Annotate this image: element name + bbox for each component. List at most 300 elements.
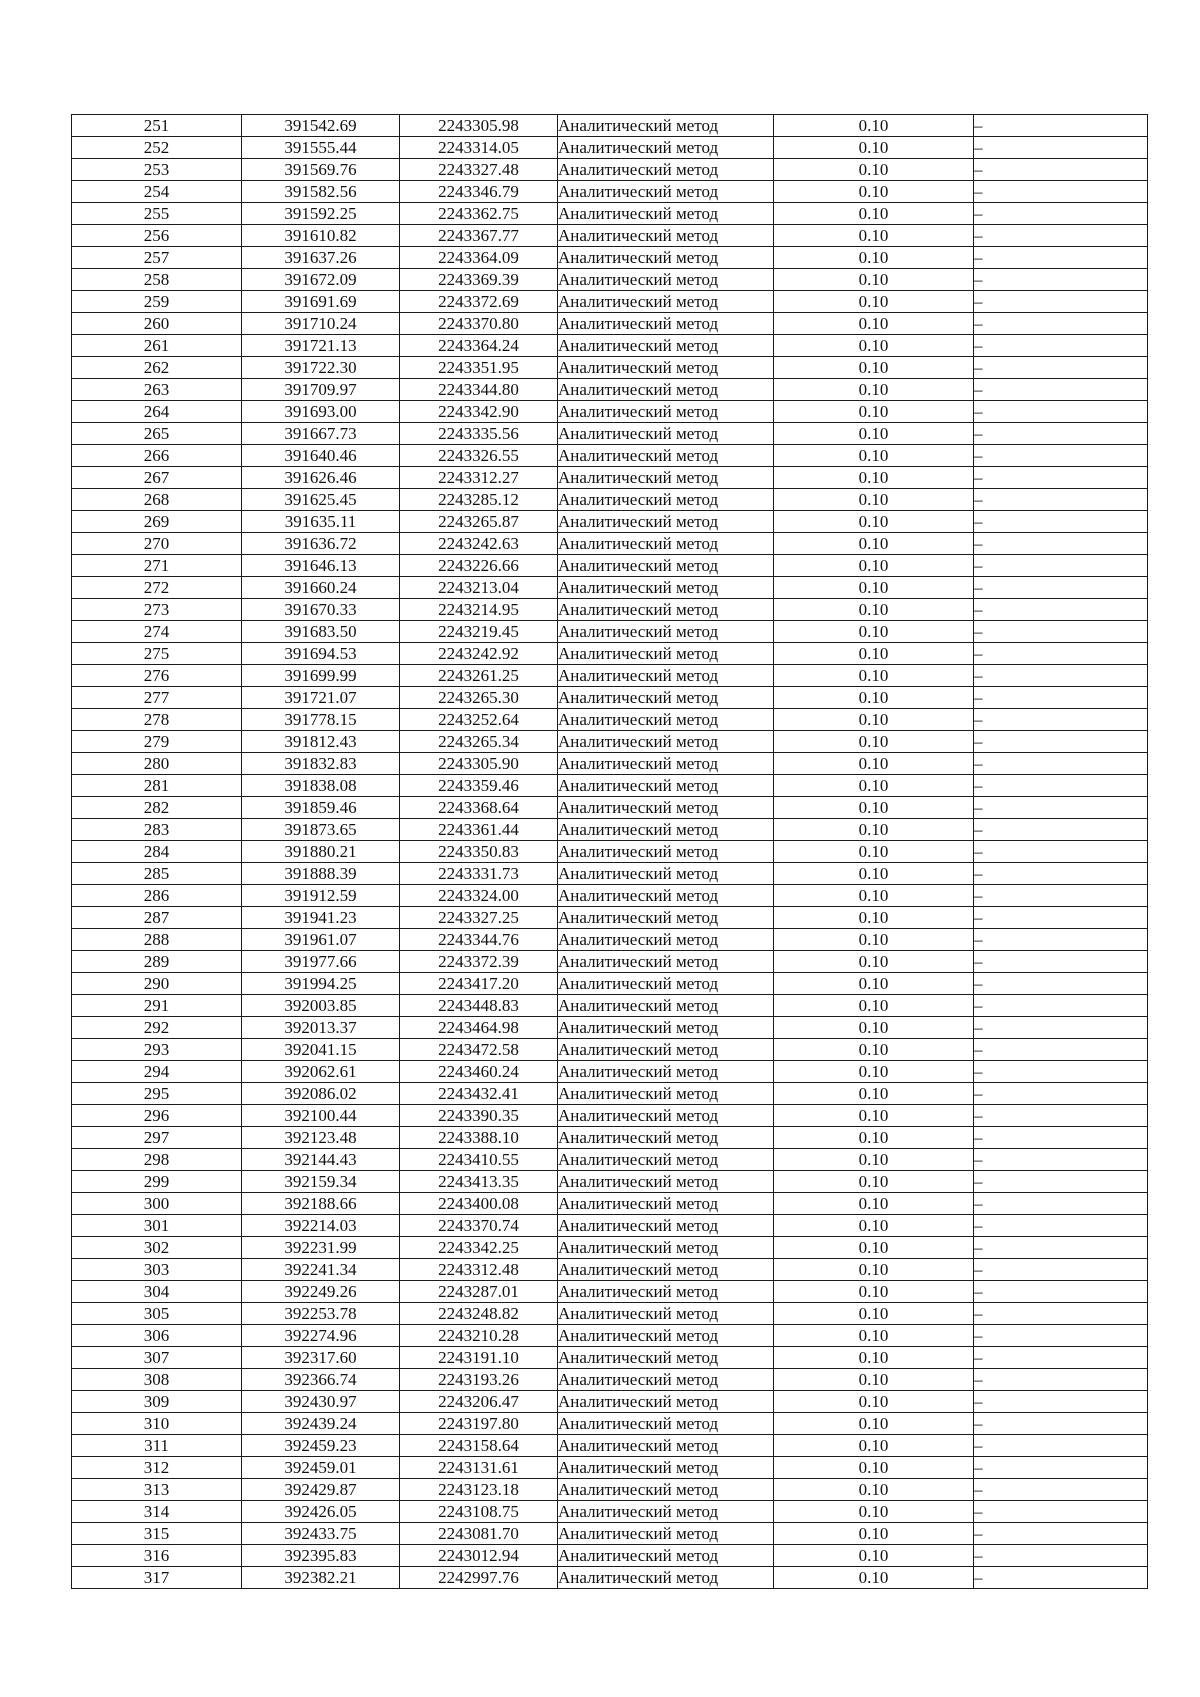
x-coordinate-cell: 391880.21 (242, 841, 400, 863)
note-cell: – (974, 445, 1148, 467)
x-coordinate-cell: 391555.44 (242, 137, 400, 159)
point-number-cell: 317 (72, 1567, 242, 1589)
y-coordinate-cell: 2243335.56 (400, 423, 558, 445)
y-coordinate-cell: 2243327.48 (400, 159, 558, 181)
point-number-cell: 259 (72, 291, 242, 313)
table-row (72, 951, 1148, 973)
y-coordinate-cell: 2243432.41 (400, 1083, 558, 1105)
y-coordinate-cell: 2243305.90 (400, 753, 558, 775)
accuracy-cell: 0.10 (774, 841, 974, 863)
note-cell: – (974, 1215, 1148, 1237)
y-coordinate-cell: 2243219.45 (400, 621, 558, 643)
x-coordinate-cell: 391626.46 (242, 467, 400, 489)
accuracy-cell: 0.10 (774, 1017, 974, 1039)
table-row (72, 137, 1148, 159)
x-coordinate-cell: 391838.08 (242, 775, 400, 797)
accuracy-cell: 0.10 (774, 1325, 974, 1347)
table-row (72, 445, 1148, 467)
note-cell: – (974, 841, 1148, 863)
point-number-cell: 302 (72, 1237, 242, 1259)
point-number-cell: 290 (72, 973, 242, 995)
note-cell: – (974, 1303, 1148, 1325)
x-coordinate-cell: 392188.66 (242, 1193, 400, 1215)
x-coordinate-cell: 392123.48 (242, 1127, 400, 1149)
method-cell: Аналитический метод (558, 1435, 774, 1457)
note-cell: – (974, 995, 1148, 1017)
accuracy-cell: 0.10 (774, 1501, 974, 1523)
y-coordinate-cell: 2243012.94 (400, 1545, 558, 1567)
y-coordinate-cell: 2243448.83 (400, 995, 558, 1017)
point-number-cell: 265 (72, 423, 242, 445)
table-row (72, 753, 1148, 775)
method-cell: Аналитический метод (558, 379, 774, 401)
table-row (72, 313, 1148, 335)
table-row (72, 489, 1148, 511)
point-number-cell: 272 (72, 577, 242, 599)
method-cell: Аналитический метод (558, 137, 774, 159)
point-number-cell: 308 (72, 1369, 242, 1391)
point-number-cell: 253 (72, 159, 242, 181)
x-coordinate-cell: 392241.34 (242, 1259, 400, 1281)
x-coordinate-cell: 392459.01 (242, 1457, 400, 1479)
note-cell: – (974, 357, 1148, 379)
method-cell: Аналитический метод (558, 115, 774, 137)
note-cell: – (974, 1105, 1148, 1127)
method-cell: Аналитический метод (558, 819, 774, 841)
y-coordinate-cell: 2243213.04 (400, 577, 558, 599)
point-number-cell: 254 (72, 181, 242, 203)
table-row (72, 401, 1148, 423)
table-row (72, 247, 1148, 269)
y-coordinate-cell: 2243265.30 (400, 687, 558, 709)
method-cell: Аналитический метод (558, 973, 774, 995)
note-cell: – (974, 709, 1148, 731)
table-row (72, 291, 1148, 313)
x-coordinate-cell: 391961.07 (242, 929, 400, 951)
x-coordinate-cell: 391710.24 (242, 313, 400, 335)
table-row (72, 1435, 1148, 1457)
table-row (72, 225, 1148, 247)
y-coordinate-cell: 2243265.34 (400, 731, 558, 753)
x-coordinate-cell: 392317.60 (242, 1347, 400, 1369)
y-coordinate-cell: 2243388.10 (400, 1127, 558, 1149)
method-cell: Аналитический метод (558, 995, 774, 1017)
accuracy-cell: 0.10 (774, 929, 974, 951)
note-cell: – (974, 1237, 1148, 1259)
x-coordinate-cell: 391683.50 (242, 621, 400, 643)
accuracy-cell: 0.10 (774, 1567, 974, 1589)
point-number-cell: 267 (72, 467, 242, 489)
point-number-cell: 281 (72, 775, 242, 797)
table-row (72, 885, 1148, 907)
x-coordinate-cell: 392366.74 (242, 1369, 400, 1391)
method-cell: Аналитический метод (558, 841, 774, 863)
note-cell: – (974, 1127, 1148, 1149)
x-coordinate-cell: 392274.96 (242, 1325, 400, 1347)
y-coordinate-cell: 2243265.87 (400, 511, 558, 533)
note-cell: – (974, 599, 1148, 621)
method-cell: Аналитический метод (558, 1193, 774, 1215)
note-cell: – (974, 1061, 1148, 1083)
accuracy-cell: 0.10 (774, 247, 974, 269)
point-number-cell: 304 (72, 1281, 242, 1303)
y-coordinate-cell: 2243331.73 (400, 863, 558, 885)
method-cell: Аналитический метод (558, 1237, 774, 1259)
accuracy-cell: 0.10 (774, 753, 974, 775)
accuracy-cell: 0.10 (774, 357, 974, 379)
note-cell: – (974, 511, 1148, 533)
accuracy-cell: 0.10 (774, 1215, 974, 1237)
x-coordinate-cell: 391569.76 (242, 159, 400, 181)
method-cell: Аналитический метод (558, 1039, 774, 1061)
method-cell: Аналитический метод (558, 687, 774, 709)
y-coordinate-cell: 2243344.80 (400, 379, 558, 401)
accuracy-cell: 0.10 (774, 951, 974, 973)
table-row (72, 1457, 1148, 1479)
accuracy-cell: 0.10 (774, 313, 974, 335)
note-cell: – (974, 1281, 1148, 1303)
point-number-cell: 261 (72, 335, 242, 357)
note-cell: – (974, 577, 1148, 599)
point-number-cell: 289 (72, 951, 242, 973)
table-row (72, 335, 1148, 357)
accuracy-cell: 0.10 (774, 1039, 974, 1061)
accuracy-cell: 0.10 (774, 863, 974, 885)
x-coordinate-cell: 391873.65 (242, 819, 400, 841)
point-number-cell: 269 (72, 511, 242, 533)
y-coordinate-cell: 2243342.90 (400, 401, 558, 423)
method-cell: Аналитический метод (558, 1391, 774, 1413)
method-cell: Аналитический метод (558, 269, 774, 291)
table-row (72, 1281, 1148, 1303)
x-coordinate-cell: 391670.33 (242, 599, 400, 621)
accuracy-cell: 0.10 (774, 1171, 974, 1193)
note-cell: – (974, 819, 1148, 841)
table-row (72, 687, 1148, 709)
table-row (72, 621, 1148, 643)
point-number-cell: 305 (72, 1303, 242, 1325)
accuracy-cell: 0.10 (774, 489, 974, 511)
y-coordinate-cell: 2243370.80 (400, 313, 558, 335)
x-coordinate-cell: 391646.13 (242, 555, 400, 577)
method-cell: Аналитический метод (558, 225, 774, 247)
note-cell: – (974, 1545, 1148, 1567)
y-coordinate-cell: 2243472.58 (400, 1039, 558, 1061)
point-number-cell: 282 (72, 797, 242, 819)
note-cell: – (974, 797, 1148, 819)
x-coordinate-cell: 392144.43 (242, 1149, 400, 1171)
accuracy-cell: 0.10 (774, 1281, 974, 1303)
accuracy-cell: 0.10 (774, 731, 974, 753)
accuracy-cell: 0.10 (774, 423, 974, 445)
table-row (72, 357, 1148, 379)
y-coordinate-cell: 2243390.35 (400, 1105, 558, 1127)
x-coordinate-cell: 391693.00 (242, 401, 400, 423)
point-number-cell: 300 (72, 1193, 242, 1215)
point-number-cell: 286 (72, 885, 242, 907)
table-row (72, 907, 1148, 929)
method-cell: Аналитический метод (558, 1325, 774, 1347)
method-cell: Аналитический метод (558, 1127, 774, 1149)
y-coordinate-cell: 2242997.76 (400, 1567, 558, 1589)
note-cell: – (974, 1083, 1148, 1105)
table-row (72, 1127, 1148, 1149)
note-cell: – (974, 181, 1148, 203)
note-cell: – (974, 313, 1148, 335)
table-row (72, 1017, 1148, 1039)
accuracy-cell: 0.10 (774, 115, 974, 137)
table-row (72, 665, 1148, 687)
y-coordinate-cell: 2243342.25 (400, 1237, 558, 1259)
point-number-cell: 292 (72, 1017, 242, 1039)
note-cell: – (974, 291, 1148, 313)
table-row (72, 797, 1148, 819)
x-coordinate-cell: 391709.97 (242, 379, 400, 401)
y-coordinate-cell: 2243242.92 (400, 643, 558, 665)
point-number-cell: 287 (72, 907, 242, 929)
point-number-cell: 251 (72, 115, 242, 137)
accuracy-cell: 0.10 (774, 1149, 974, 1171)
y-coordinate-cell: 2243410.55 (400, 1149, 558, 1171)
accuracy-cell: 0.10 (774, 1413, 974, 1435)
note-cell: – (974, 687, 1148, 709)
table-row (72, 1061, 1148, 1083)
y-coordinate-cell: 2243285.12 (400, 489, 558, 511)
accuracy-cell: 0.10 (774, 1457, 974, 1479)
accuracy-cell: 0.10 (774, 819, 974, 841)
table-row (72, 1105, 1148, 1127)
note-cell: – (974, 863, 1148, 885)
x-coordinate-cell: 391977.66 (242, 951, 400, 973)
y-coordinate-cell: 2243400.08 (400, 1193, 558, 1215)
point-number-cell: 283 (72, 819, 242, 841)
method-cell: Аналитический метод (558, 797, 774, 819)
accuracy-cell: 0.10 (774, 467, 974, 489)
x-coordinate-cell: 392430.97 (242, 1391, 400, 1413)
x-coordinate-cell: 392100.44 (242, 1105, 400, 1127)
y-coordinate-cell: 2243158.64 (400, 1435, 558, 1457)
x-coordinate-cell: 392459.23 (242, 1435, 400, 1457)
note-cell: – (974, 1325, 1148, 1347)
coordinates-table (71, 114, 1148, 1589)
table-row (72, 1413, 1148, 1435)
accuracy-cell: 0.10 (774, 1347, 974, 1369)
x-coordinate-cell: 391625.45 (242, 489, 400, 511)
table-row (72, 1083, 1148, 1105)
note-cell: – (974, 401, 1148, 423)
point-number-cell: 274 (72, 621, 242, 643)
table-row (72, 1193, 1148, 1215)
x-coordinate-cell: 391721.13 (242, 335, 400, 357)
table-row (72, 1501, 1148, 1523)
note-cell: – (974, 423, 1148, 445)
note-cell: – (974, 467, 1148, 489)
note-cell: – (974, 203, 1148, 225)
point-number-cell: 258 (72, 269, 242, 291)
point-number-cell: 288 (72, 929, 242, 951)
accuracy-cell: 0.10 (774, 401, 974, 423)
point-number-cell: 270 (72, 533, 242, 555)
x-coordinate-cell: 391832.83 (242, 753, 400, 775)
y-coordinate-cell: 2243460.24 (400, 1061, 558, 1083)
y-coordinate-cell: 2243214.95 (400, 599, 558, 621)
y-coordinate-cell: 2243372.69 (400, 291, 558, 313)
accuracy-cell: 0.10 (774, 511, 974, 533)
point-number-cell: 310 (72, 1413, 242, 1435)
y-coordinate-cell: 2243206.47 (400, 1391, 558, 1413)
method-cell: Аналитический метод (558, 599, 774, 621)
point-number-cell: 280 (72, 753, 242, 775)
y-coordinate-cell: 2243131.61 (400, 1457, 558, 1479)
table-row (72, 929, 1148, 951)
y-coordinate-cell: 2243372.39 (400, 951, 558, 973)
point-number-cell: 279 (72, 731, 242, 753)
table-row (72, 599, 1148, 621)
x-coordinate-cell: 392429.87 (242, 1479, 400, 1501)
accuracy-cell: 0.10 (774, 1193, 974, 1215)
x-coordinate-cell: 392395.83 (242, 1545, 400, 1567)
table-row (72, 159, 1148, 181)
method-cell: Аналитический метод (558, 1479, 774, 1501)
note-cell: – (974, 1413, 1148, 1435)
accuracy-cell: 0.10 (774, 1105, 974, 1127)
note-cell: – (974, 973, 1148, 995)
method-cell: Аналитический метод (558, 1017, 774, 1039)
y-coordinate-cell: 2243364.09 (400, 247, 558, 269)
note-cell: – (974, 1039, 1148, 1061)
table-row (72, 731, 1148, 753)
y-coordinate-cell: 2243344.76 (400, 929, 558, 951)
method-cell: Аналитический метод (558, 1281, 774, 1303)
method-cell: Аналитический метод (558, 665, 774, 687)
method-cell: Аналитический метод (558, 775, 774, 797)
note-cell: – (974, 731, 1148, 753)
accuracy-cell: 0.10 (774, 555, 974, 577)
method-cell: Аналитический метод (558, 1259, 774, 1281)
accuracy-cell: 0.10 (774, 1083, 974, 1105)
table-row (72, 1479, 1148, 1501)
x-coordinate-cell: 392382.21 (242, 1567, 400, 1589)
accuracy-cell: 0.10 (774, 1061, 974, 1083)
point-number-cell: 296 (72, 1105, 242, 1127)
x-coordinate-cell: 392013.37 (242, 1017, 400, 1039)
method-cell: Аналитический метод (558, 401, 774, 423)
point-number-cell: 255 (72, 203, 242, 225)
accuracy-cell: 0.10 (774, 599, 974, 621)
x-coordinate-cell: 392086.02 (242, 1083, 400, 1105)
table-row (72, 819, 1148, 841)
x-coordinate-cell: 391994.25 (242, 973, 400, 995)
method-cell: Аналитический метод (558, 621, 774, 643)
table-row (72, 775, 1148, 797)
table-row (72, 1567, 1148, 1589)
note-cell: – (974, 269, 1148, 291)
note-cell: – (974, 643, 1148, 665)
y-coordinate-cell: 2243362.75 (400, 203, 558, 225)
point-number-cell: 277 (72, 687, 242, 709)
y-coordinate-cell: 2243417.20 (400, 973, 558, 995)
note-cell: – (974, 753, 1148, 775)
table-row (72, 1149, 1148, 1171)
y-coordinate-cell: 2243364.24 (400, 335, 558, 357)
point-number-cell: 307 (72, 1347, 242, 1369)
table-row (72, 533, 1148, 555)
method-cell: Аналитический метод (558, 731, 774, 753)
note-cell: – (974, 775, 1148, 797)
table-row (72, 555, 1148, 577)
table-row (72, 379, 1148, 401)
accuracy-cell: 0.10 (774, 775, 974, 797)
table-row (72, 643, 1148, 665)
point-number-cell: 315 (72, 1523, 242, 1545)
point-number-cell: 309 (72, 1391, 242, 1413)
note-cell: – (974, 489, 1148, 511)
method-cell: Аналитический метод (558, 1567, 774, 1589)
x-coordinate-cell: 391667.73 (242, 423, 400, 445)
x-coordinate-cell: 391635.11 (242, 511, 400, 533)
point-number-cell: 273 (72, 599, 242, 621)
note-cell: – (974, 555, 1148, 577)
accuracy-cell: 0.10 (774, 643, 974, 665)
y-coordinate-cell: 2243193.26 (400, 1369, 558, 1391)
method-cell: Аналитический метод (558, 1215, 774, 1237)
table-row (72, 1039, 1148, 1061)
accuracy-cell: 0.10 (774, 1369, 974, 1391)
note-cell: – (974, 115, 1148, 137)
method-cell: Аналитический метод (558, 1083, 774, 1105)
x-coordinate-cell: 392433.75 (242, 1523, 400, 1545)
x-coordinate-cell: 391859.46 (242, 797, 400, 819)
table-row (72, 1523, 1148, 1545)
x-coordinate-cell: 392003.85 (242, 995, 400, 1017)
y-coordinate-cell: 2243081.70 (400, 1523, 558, 1545)
note-cell: – (974, 533, 1148, 555)
accuracy-cell: 0.10 (774, 181, 974, 203)
accuracy-cell: 0.10 (774, 159, 974, 181)
y-coordinate-cell: 2243361.44 (400, 819, 558, 841)
y-coordinate-cell: 2243312.27 (400, 467, 558, 489)
point-number-cell: 266 (72, 445, 242, 467)
accuracy-cell: 0.10 (774, 907, 974, 929)
x-coordinate-cell: 392426.05 (242, 1501, 400, 1523)
point-number-cell: 312 (72, 1457, 242, 1479)
method-cell: Аналитический метод (558, 423, 774, 445)
x-coordinate-cell: 392249.26 (242, 1281, 400, 1303)
note-cell: – (974, 159, 1148, 181)
table-row (72, 467, 1148, 489)
table-row (72, 863, 1148, 885)
note-cell: – (974, 1457, 1148, 1479)
accuracy-cell: 0.10 (774, 445, 974, 467)
note-cell: – (974, 1369, 1148, 1391)
method-cell: Аналитический метод (558, 1303, 774, 1325)
method-cell: Аналитический метод (558, 555, 774, 577)
accuracy-cell: 0.10 (774, 1545, 974, 1567)
method-cell: Аналитический метод (558, 533, 774, 555)
y-coordinate-cell: 2243261.25 (400, 665, 558, 687)
y-coordinate-cell: 2243242.63 (400, 533, 558, 555)
note-cell: – (974, 1171, 1148, 1193)
accuracy-cell: 0.10 (774, 577, 974, 599)
x-coordinate-cell: 391672.09 (242, 269, 400, 291)
x-coordinate-cell: 391610.82 (242, 225, 400, 247)
note-cell: – (974, 907, 1148, 929)
point-number-cell: 252 (72, 137, 242, 159)
x-coordinate-cell: 391941.23 (242, 907, 400, 929)
method-cell: Аналитический метод (558, 1149, 774, 1171)
accuracy-cell: 0.10 (774, 665, 974, 687)
method-cell: Аналитический метод (558, 577, 774, 599)
